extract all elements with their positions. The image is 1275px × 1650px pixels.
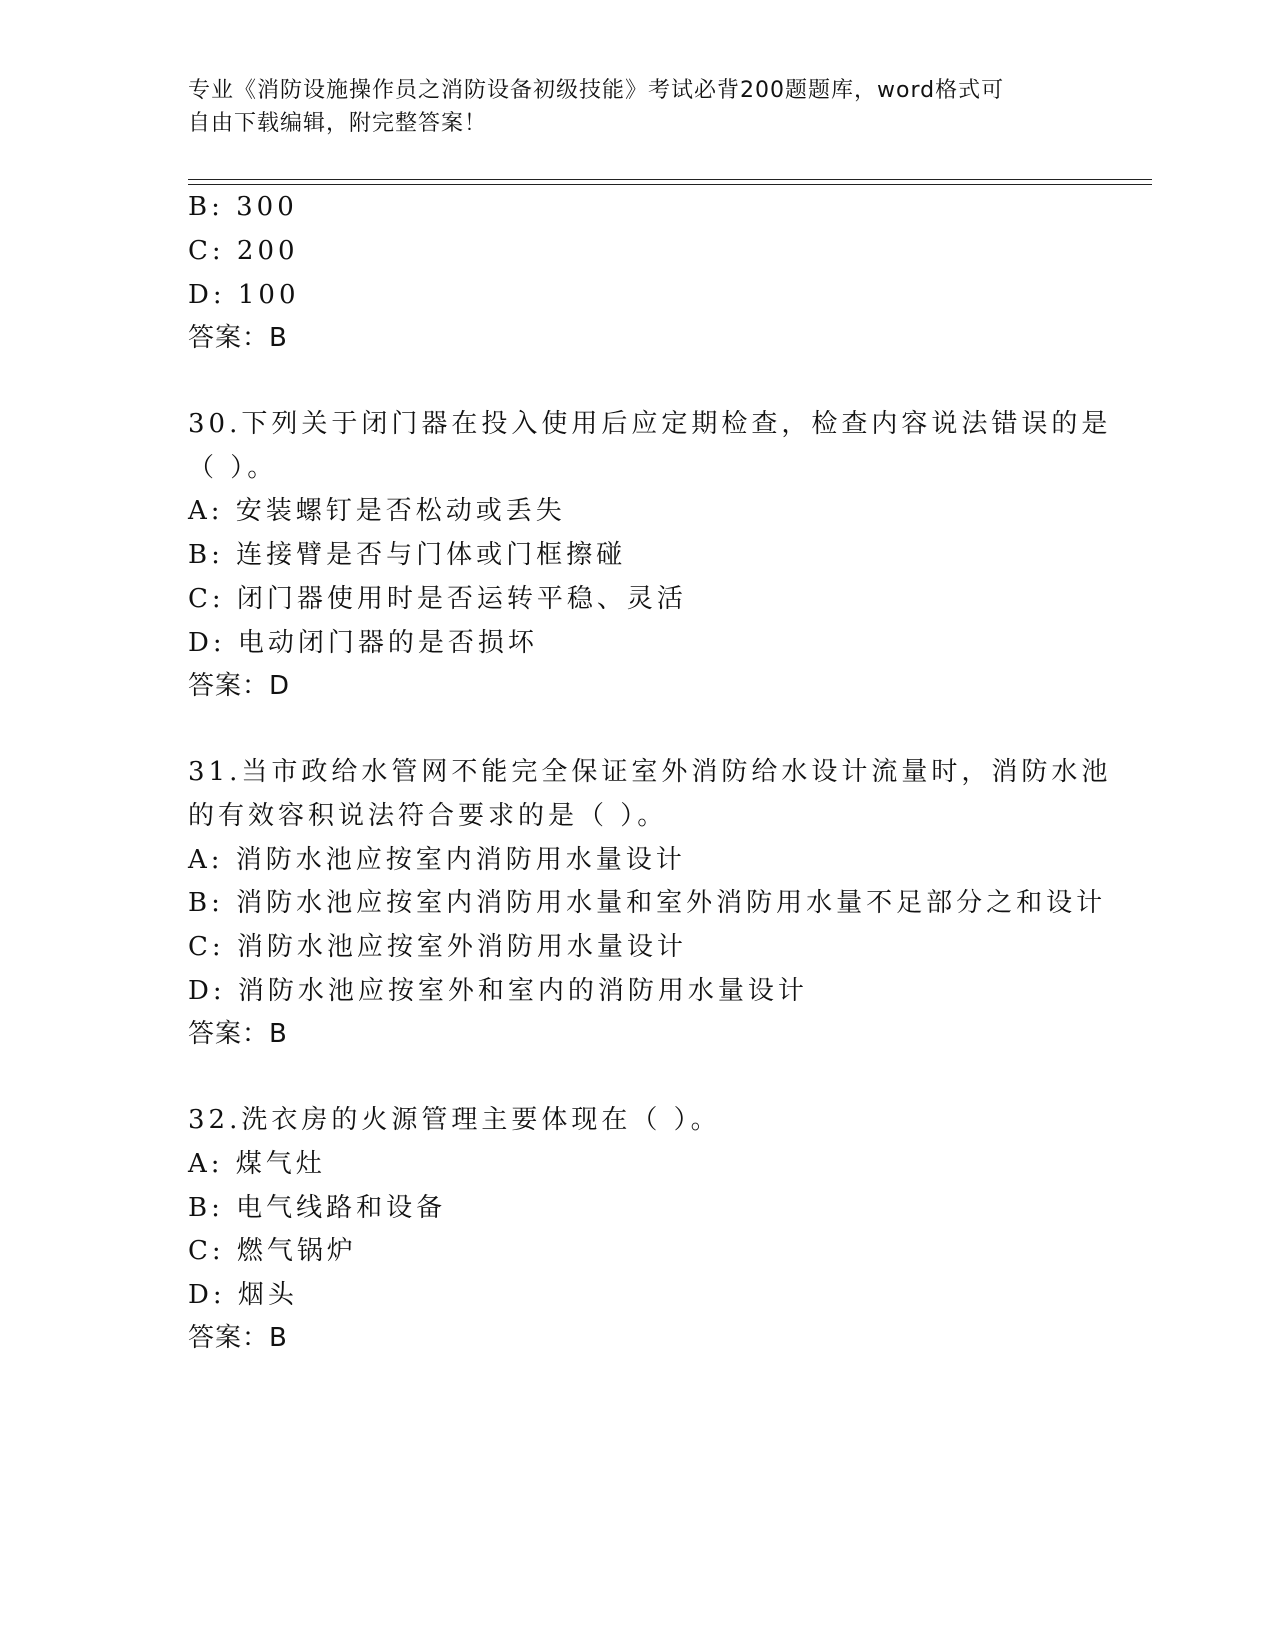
q29-answer: 答案：B	[188, 323, 288, 353]
q32-answer: 答案：B	[188, 1323, 288, 1353]
q30-option-a: A: 安装螺钉是否松动或丢失	[188, 496, 566, 526]
header-divider-bottom	[188, 184, 1152, 185]
q31-option-b: B: 消防水池应按室内消防用水量和室外消防用水量不足部分之和设计	[188, 888, 1107, 918]
q32-option-c: C: 燃气锅炉	[188, 1236, 357, 1266]
q32-option-a: A: 煤气灶	[188, 1149, 326, 1179]
q31-option-a: A: 消防水池应按室内消防用水量设计	[188, 845, 686, 875]
q31-stem-line-2: 的有效容积说法符合要求的是（ ）。	[188, 801, 668, 831]
header-line-2: 自由下载编辑，附完整答案！	[188, 111, 488, 136]
q32-stem-line-1: 32.洗衣房的火源管理主要体现在（ ）。	[188, 1105, 721, 1135]
q31-answer: 答案：B	[188, 1019, 288, 1049]
q29-option-c: C: 200	[188, 236, 299, 266]
q31-stem-line-1: 31.当市政给水管网不能完全保证室外消防给水设计流量时，消防水池	[188, 757, 1112, 787]
q30-option-c: C: 闭门器使用时是否运转平稳、灵活	[188, 584, 687, 614]
q29-option-d: D: 100	[188, 280, 300, 310]
q29-option-b: B: 300	[188, 192, 298, 222]
q31-option-c: C: 消防水池应按室外消防用水量设计	[188, 932, 687, 962]
q32-option-d: D: 烟头	[188, 1280, 298, 1310]
header-title	[188, 74, 1068, 140]
q32-option-b: B: 电气线路和设备	[188, 1193, 447, 1223]
q30-stem-line-1: 30.下列关于闭门器在投入使用后应定期检查，检查内容说法错误的是	[188, 409, 1112, 439]
q30-answer: 答案：D	[188, 671, 291, 701]
header-line-1: 专业《消防设施操作员之消防设备初级技能》考试必背200题题库，word格式可	[188, 78, 1005, 103]
q30-stem-line-2: （ ）。	[188, 453, 278, 483]
q30-option-d: D: 电动闭门器的是否损坏	[188, 628, 538, 658]
q30-option-b: B: 连接臂是否与门体或门框擦碰	[188, 540, 627, 570]
header-divider-top	[188, 179, 1152, 180]
q31-option-d: D: 消防水池应按室外和室内的消防用水量设计	[188, 976, 808, 1006]
